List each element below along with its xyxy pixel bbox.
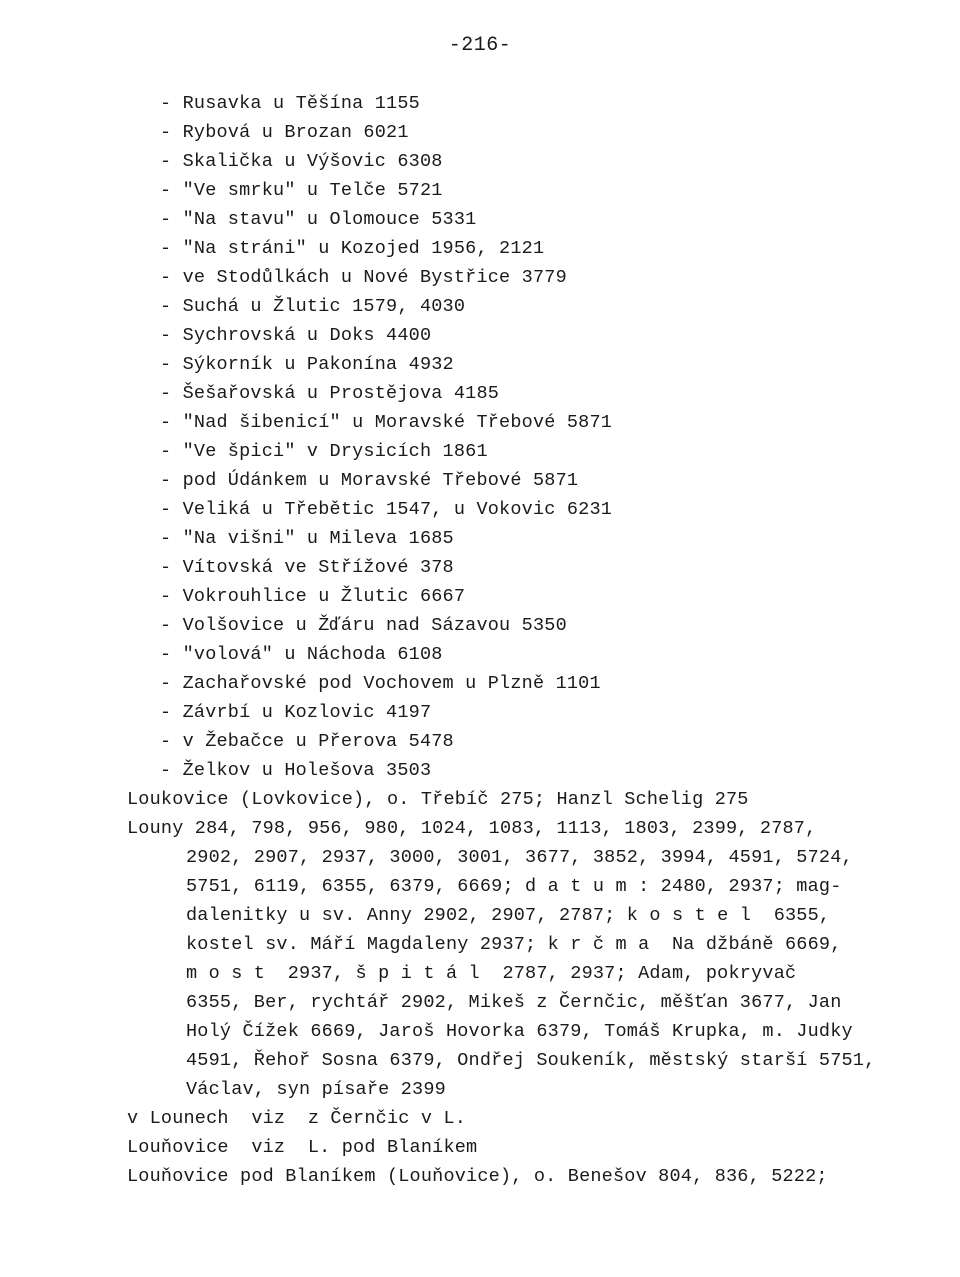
- index-entry: v Lounech viz z Černčic v L.: [127, 1108, 467, 1129]
- index-subentry: - Skalička u Výšovic 6308: [160, 151, 443, 172]
- index-subentry: - Rusavka u Těšína 1155: [160, 93, 420, 114]
- index-entry: Loukovice (Lovkovice), o. Třebíč 275; Hanzl Schelig 275: [127, 789, 749, 810]
- index-subentry: - Želkov u Holešova 3503: [160, 760, 432, 781]
- index-subentry: - Veliká u Třebětic 1547, u Vokovic 6231: [160, 499, 613, 520]
- index-subentry: - "Nad šibenicí" u Moravské Třebové 5871: [160, 412, 613, 433]
- index-entry-continuation: 6355, Ber, rychtář 2902, Mikeš z Černčic, měšťan 3677, Jan: [186, 992, 842, 1013]
- index-entry: Louňovice pod Blaníkem (Louňovice), o. Benešov 804, 836, 5222;: [127, 1166, 828, 1187]
- index-subentry: - "Na stavu" u Olomouce 5331: [160, 209, 477, 230]
- index-entry-continuation: 4591, Řehoř Sosna 6379, Ondřej Soukeník, městský starší 5751,: [186, 1050, 876, 1071]
- index-entry: Louny 284, 798, 956, 980, 1024, 1083, 1113, 1803, 2399, 2787,: [127, 818, 817, 839]
- index-entry-continuation: dalenitky u sv. Anny 2902, 2907, 2787; k o s t e l 6355,: [186, 905, 831, 926]
- index-entry-continuation: 2902, 2907, 2937, 3000, 3001, 3677, 3852, 3994, 4591, 5724,: [186, 847, 853, 868]
- index-entry-continuation: Václav, syn písaře 2399: [186, 1079, 446, 1100]
- index-subentry: - "Ve smrku" u Telče 5721: [160, 180, 443, 201]
- index-subentry: - Vokrouhlice u Žlutic 6667: [160, 586, 466, 607]
- index-subentry: - Šešařovská u Prostějova 4185: [160, 383, 500, 404]
- index-subentry: - Sýkorník u Pakonína 4932: [160, 354, 454, 375]
- index-subentry: - Volšovice u Žďáru nad Sázavou 5350: [160, 615, 567, 636]
- index-subentry: - Vítovská ve Střížové 378: [160, 557, 454, 578]
- index-subentry: - "volová" u Náchoda 6108: [160, 644, 443, 665]
- index-subentry: - Rybová u Brozan 6021: [160, 122, 409, 143]
- index-subentry: - ve Stodůlkách u Nové Bystřice 3779: [160, 267, 567, 288]
- page-number: -216-: [448, 34, 512, 57]
- index-subentry: - v Žebačce u Přerova 5478: [160, 731, 454, 752]
- index-entry-continuation: kostel sv. Máří Magdaleny 2937; k r č m a Na džbáně 6669,: [186, 934, 842, 955]
- index-subentry: - "Na stráni" u Kozojed 1956, 2121: [160, 238, 545, 259]
- index-subentry: - Závrbí u Kozlovic 4197: [160, 702, 432, 723]
- index-subentry: - Zachařovské pod Vochovem u Plzně 1101: [160, 673, 601, 694]
- index-subentry: - Sychrovská u Doks 4400: [160, 325, 432, 346]
- index-entry-continuation: Holý Čížek 6669, Jaroš Hovorka 6379, Tomáš Krupka, m. Judky: [186, 1021, 853, 1042]
- index-subentry: - "Na višni" u Mileva 1685: [160, 528, 454, 549]
- index-entry: Louňovice viz L. pod Blaníkem: [127, 1137, 478, 1158]
- index-subentry: - "Ve špici" v Drysicích 1861: [160, 441, 488, 462]
- index-subentry: - pod Údánkem u Moravské Třebové 5871: [160, 470, 579, 491]
- index-subentry: - Suchá u Žlutic 1579, 4030: [160, 296, 466, 317]
- index-entry-continuation: 5751, 6119, 6355, 6379, 6669; d a t u m : 2480, 2937; mag-: [186, 876, 842, 897]
- index-entries: [0, 89, 960, 1191]
- index-entry-continuation: m o s t 2937, š p i t á l 2787, 2937; Adam, pokryvač: [186, 963, 797, 984]
